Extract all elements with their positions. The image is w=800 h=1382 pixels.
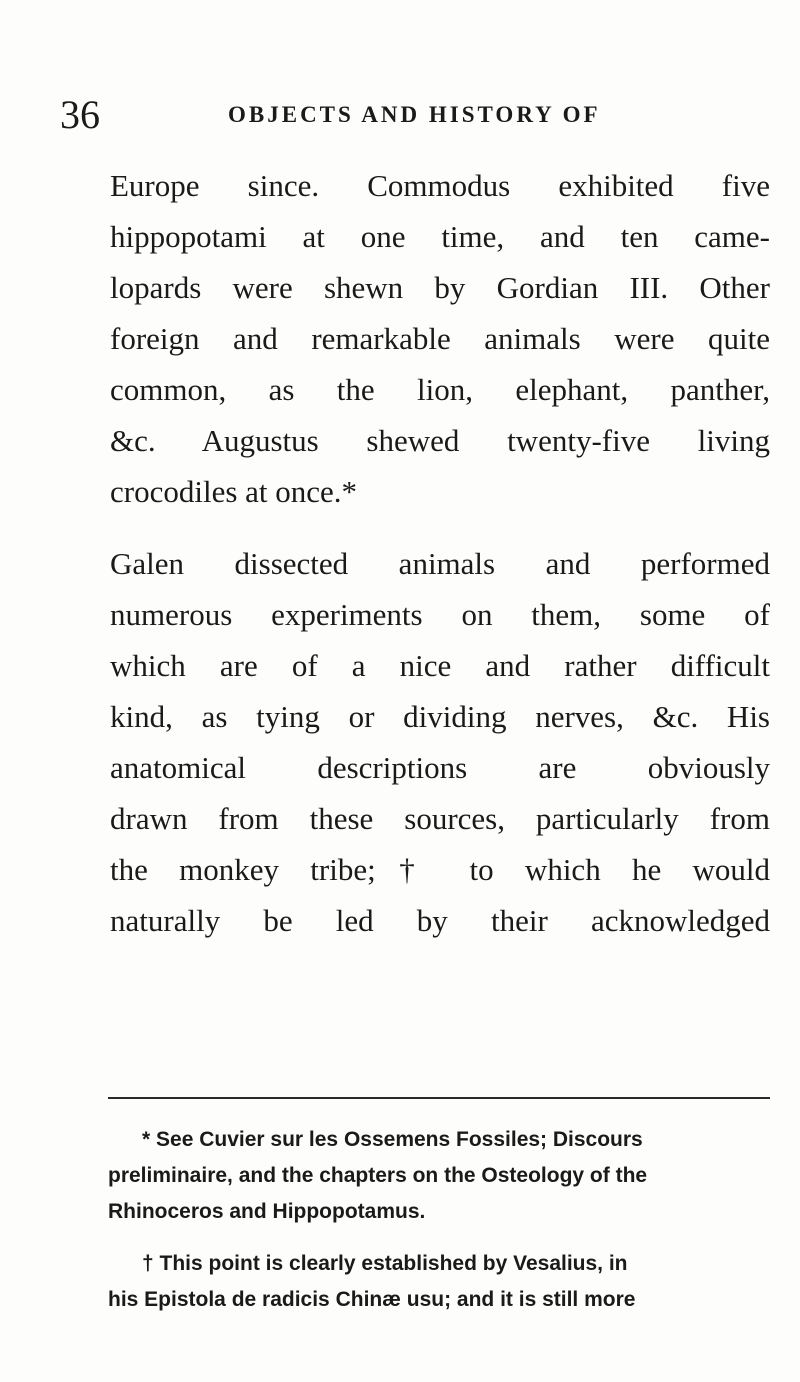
text-line: &c. Augustus shewed twenty-five living	[110, 423, 770, 458]
page-header	[60, 90, 760, 140]
text-line: numerous experiments on them, some of	[110, 597, 770, 632]
text-line: Europe since. Commodus exhibited five	[110, 168, 770, 203]
text-line: naturally be led by their acknowledged	[110, 903, 770, 938]
text-line: crocodiles at once.*	[110, 474, 358, 509]
text-line: common, as the lion, elephant, panther,	[110, 372, 770, 407]
footnote-rule	[108, 1097, 770, 1099]
page-number: 36	[60, 92, 100, 137]
footnote-line: his Epistola de radicis Chinæ usu; and it is still more	[108, 1288, 636, 1311]
footnote-2	[108, 1246, 772, 1318]
footnote-line: * See Cuvier sur les Ossemens Fossiles; Discours	[142, 1128, 643, 1151]
footnote-line: Rhinoceros and Hippopotamus.	[108, 1200, 426, 1223]
paragraph-2	[110, 538, 770, 946]
footnote-line: † This point is clearly established by Vesalius, in	[142, 1252, 628, 1275]
text-line: lopards were shewn by Gordian III. Other	[110, 270, 770, 305]
paragraph-1	[110, 160, 770, 517]
footnote-1	[108, 1122, 772, 1230]
text-line: kind, as tying or dividing nerves, &c. His	[110, 699, 770, 734]
text-line: hippopotami at one time, and ten came-	[110, 219, 770, 254]
text-line: the monkey tribe;† to which he would	[110, 852, 770, 887]
text-line: anatomical descriptions are obviously	[110, 750, 770, 785]
text-line: which are of a nice and rather difficult	[110, 648, 770, 683]
text-line: Galen dissected animals and performed	[110, 546, 770, 581]
running-title: OBJECTS AND HISTORY OF	[228, 102, 601, 127]
footnote-line: preliminaire, and the chapters on the Osteology of the	[108, 1164, 648, 1187]
text-line: foreign and remarkable animals were quite	[110, 321, 770, 356]
text-line: drawn from these sources, particularly from	[110, 801, 770, 836]
